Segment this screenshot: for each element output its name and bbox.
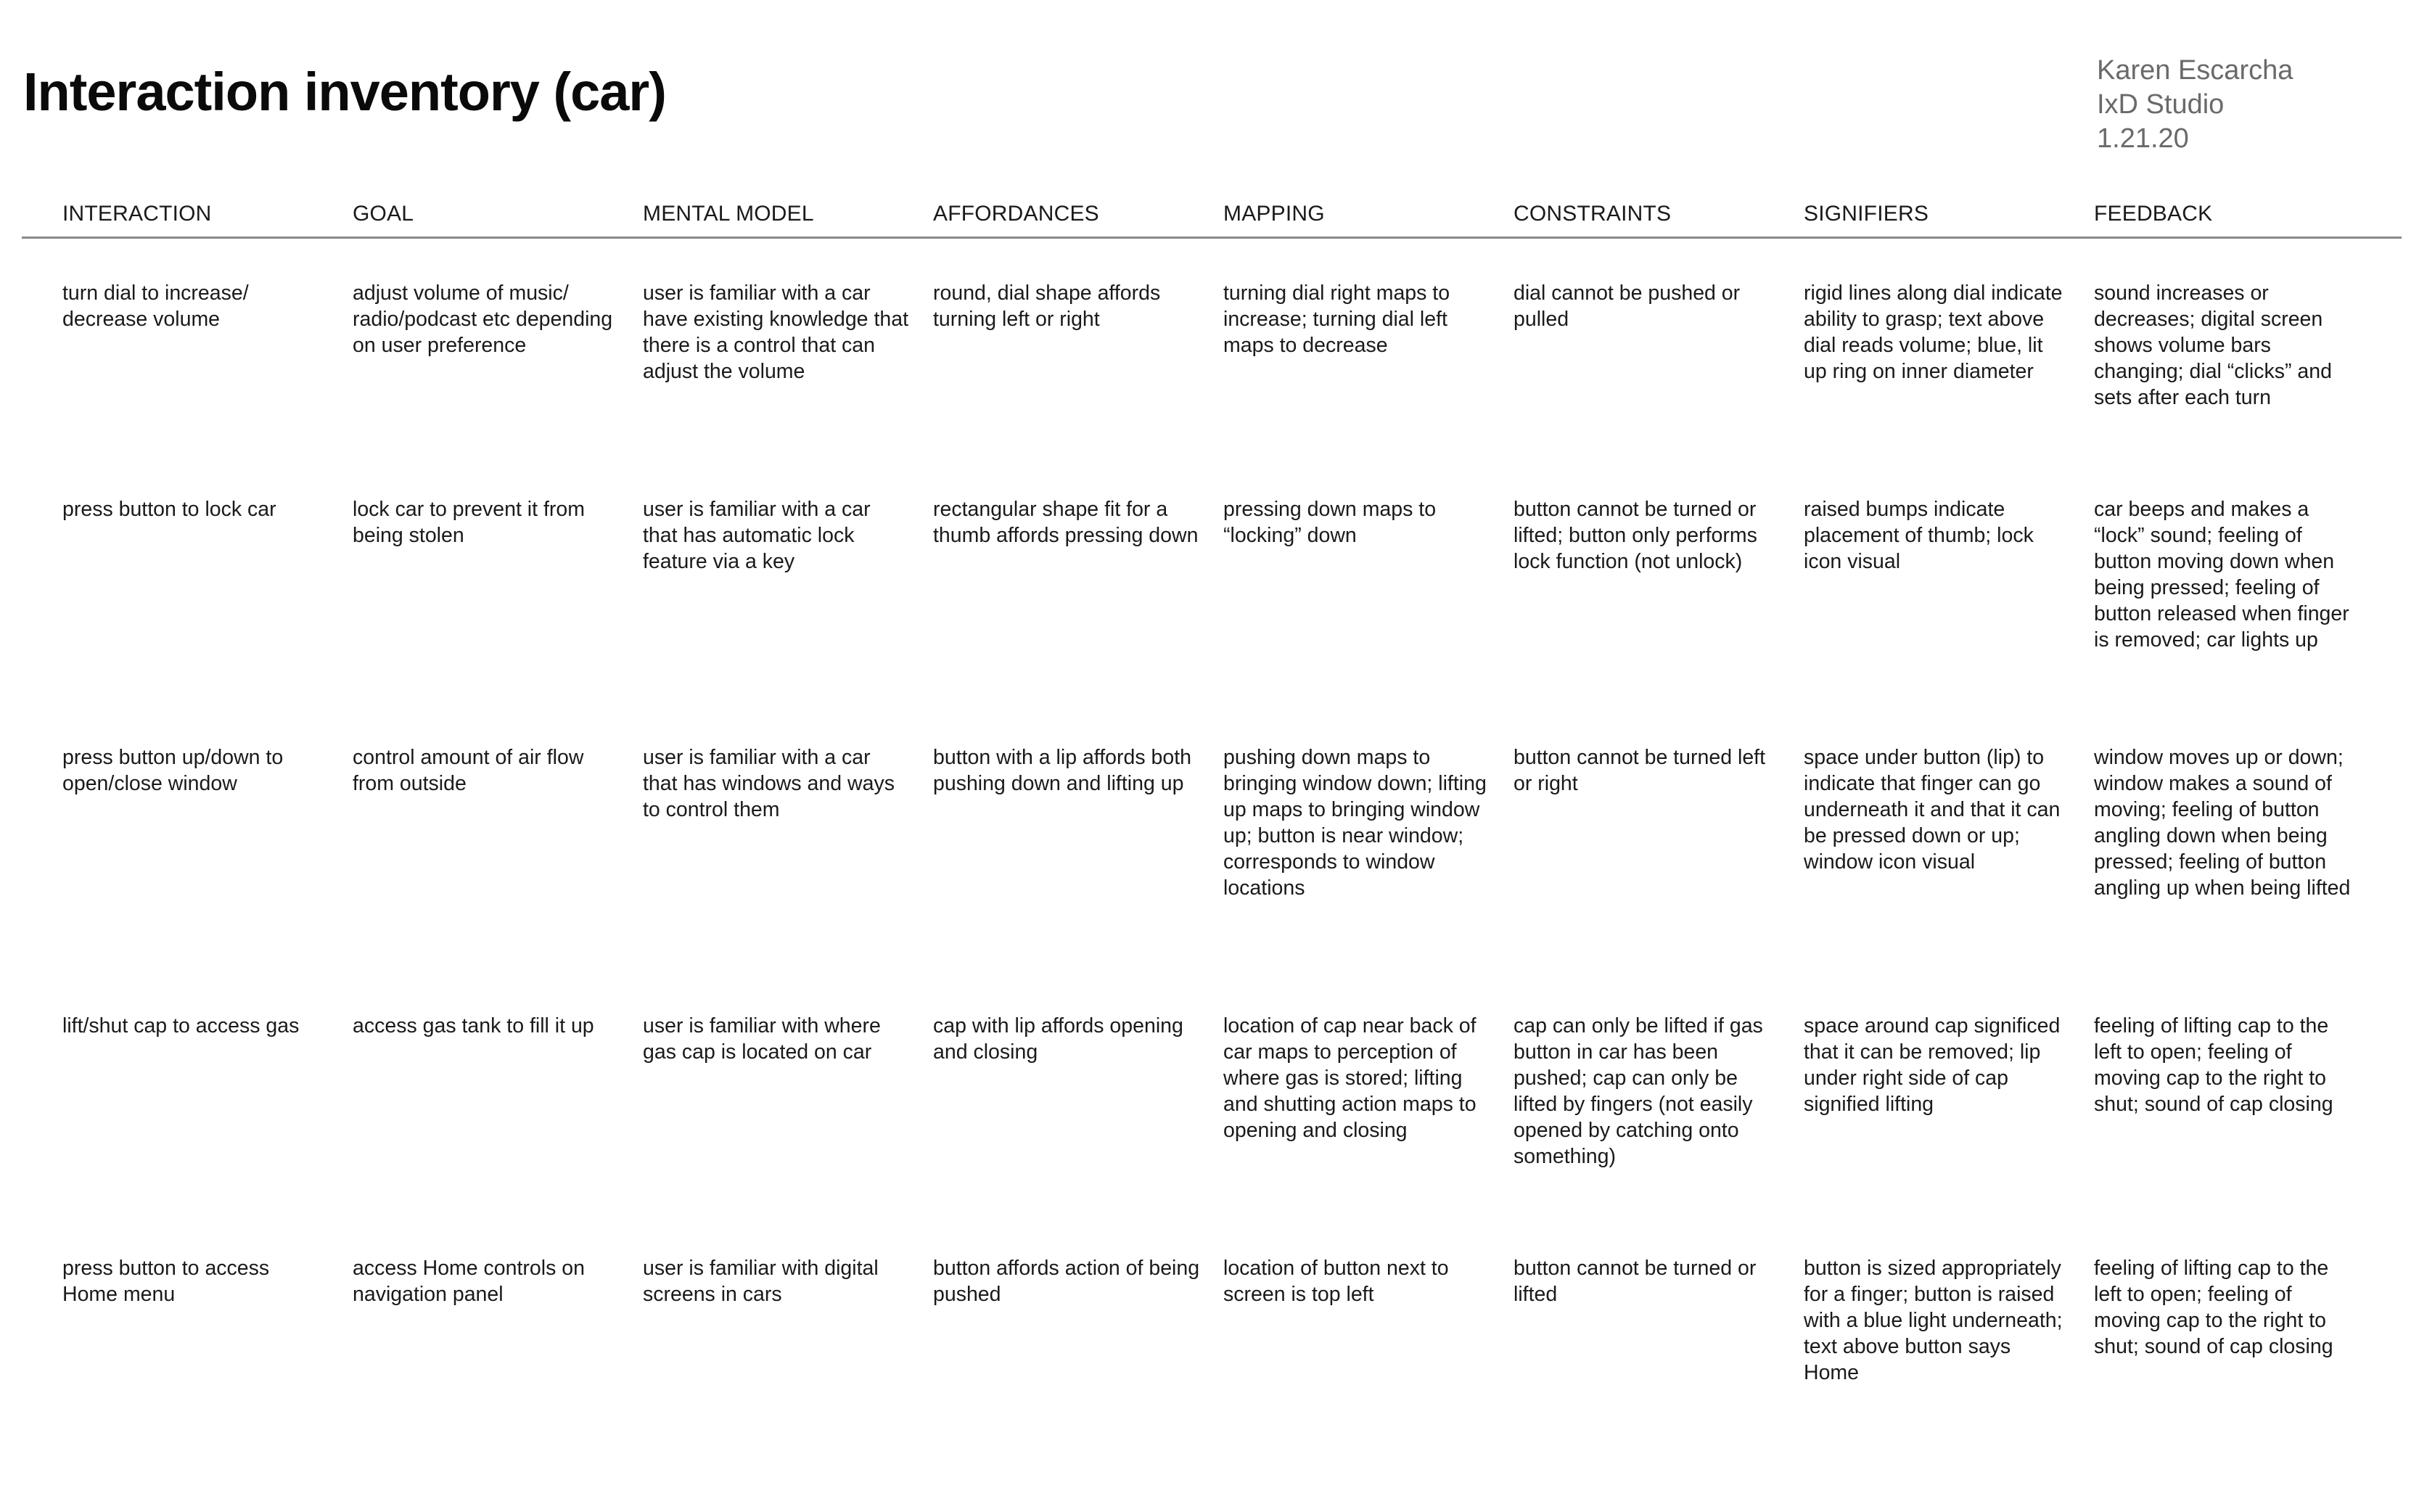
column-header-affordances: AFFORDANCES [933,202,1099,226]
cell-constraints: dial cannot be pushed or pulled [1514,282,1741,331]
table-header [22,196,2402,239]
cell-interaction: press button to access Home menu [62,1257,270,1306]
cell-goal: access Home controls on navigation panel [353,1257,585,1306]
cell-affordances: button affords action of being pushed [933,1257,1200,1306]
cell-mapping: pressing down maps to “locking” down [1223,498,1437,547]
cell-feedback: sound increases or decreases; digital screen shows volume bars changing; dial “clicks” and sets after each turn [2094,282,2332,409]
cell-signifiers: button is sized appropriately for a finger; button is raised with a blue light underneath; text above button says Home [1804,1257,2063,1384]
cell-interaction: press button up/down to open/close window [62,746,284,795]
cell-constraints: button cannot be turned or lifted [1514,1257,1757,1306]
cell-mapping: turning dial right maps to increase; turning dial left maps to decrease [1223,282,1450,357]
column-header-signifiers: SIGNIFIERS [1804,202,1929,226]
cell-mapping: location of button next to screen is top left [1223,1257,1449,1306]
cell-mental-model: user is familiar with a car that has automatic lock feature via a key [643,498,871,573]
cell-interaction: press button to lock car [62,498,276,521]
cell-affordances: rectangular shape fit for a thumb affords pressing down [933,498,1199,547]
cell-goal: control amount of air flow from outside [353,746,584,795]
cell-feedback: feeling of lifting cap to the left to open; feeling of moving cap to the right to shut; sound of cap closing [2094,1257,2333,1358]
cell-feedback: window moves up or down; window makes a sound of moving; feeling of button angling down when being pressed; feeling of button angling up when being lifted [2094,746,2351,900]
date: 1.21.20 [2097,123,2189,154]
cell-mental-model: user is familiar with where gas cap is located on car [643,1014,881,1064]
column-header-goal: GOAL [353,202,414,226]
column-header-constraints: CONSTRAINTS [1514,202,1672,226]
cell-constraints: cap can only be lifted if gas button in car has been pushed; cap can only be lifted by fingers (not easily opened by catching onto something) [1514,1014,1763,1168]
column-header-mapping: MAPPING [1223,202,1325,226]
cell-mapping: location of cap near back of car maps to perception of where gas is stored; lifting and shutting action maps to opening and closing [1223,1014,1477,1142]
cell-goal: lock car to prevent it from being stolen [353,498,585,547]
cell-signifiers: space under button (lip) to indicate that finger can go underneath it and that it can be pressed down or up; window icon visual [1804,746,2061,874]
column-header-interaction: INTERACTION [62,202,212,226]
course-name: IxD Studio [2097,89,2225,120]
column-header-mental-model: MENTAL MODEL [643,202,814,226]
cell-constraints: button cannot be turned left or right [1514,746,1766,795]
cell-affordances: cap with lip affords opening and closing [933,1014,1183,1064]
cell-signifiers: raised bumps indicate placement of thumb; lock icon visual [1804,498,2034,573]
cell-constraints: button cannot be turned or lifted; button only performs lock function (not unlock) [1514,498,1757,573]
cell-interaction: lift/shut cap to access gas [62,1014,300,1038]
cell-mental-model: user is familiar with a car that has windows and ways to control them [643,746,895,821]
cell-affordances: round, dial shape affords turning left or right [933,282,1161,331]
cell-signifiers: rigid lines along dial indicate ability to grasp; text above dial reads volume; blue, lit up ring on inner diameter [1804,282,2063,383]
cell-mapping: pushing down maps to bringing window down; lifting up maps to bringing window up; button is near window; corresponds to window locations [1223,746,1487,900]
cell-interaction: turn dial to increase/ decrease volume [62,282,249,331]
page-title: Interaction inventory (car) [23,62,666,122]
cell-mental-model: user is familiar with a car have existing knowledge that there is a control that can adjust the volume [643,282,908,383]
cell-signifiers: space around cap significed that it can be removed; lip under right side of cap signified lifting [1804,1014,2061,1116]
cell-goal: adjust volume of music/ radio/podcast etc depending on user preference [353,282,613,357]
cell-feedback: feeling of lifting cap to the left to open; feeling of moving cap to the right to shut; sound of cap closing [2094,1014,2333,1116]
column-header-feedback: FEEDBACK [2094,202,2213,226]
cell-feedback: car beeps and makes a “lock” sound; feeling of button moving down when being pressed; feeling of button released when finger is removed; car lights up [2094,498,2349,652]
author-block [2097,54,2293,156]
author-name: Karen Escarcha [2097,55,2293,86]
cell-affordances: button with a lip affords both pushing down and lifting up [933,746,1191,795]
cell-goal: access gas tank to fill it up [353,1014,594,1038]
cell-mental-model: user is familiar with digital screens in cars [643,1257,879,1306]
interaction-table [22,196,2402,1384]
